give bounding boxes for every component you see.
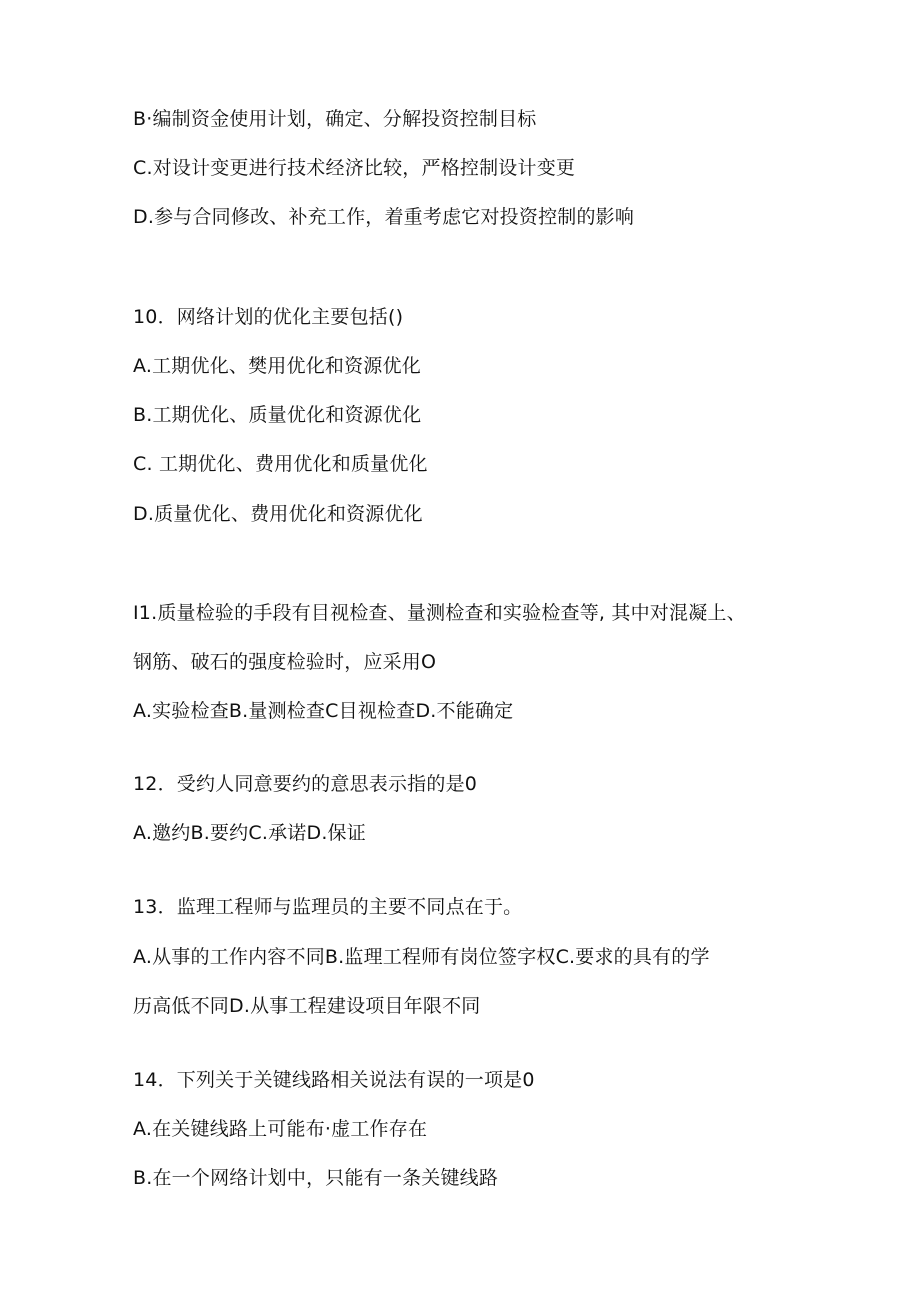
q9-option-b: B·编制资金使用计划，确定、分解投资控制目标 <box>133 108 537 130</box>
q14-option-b: B.在一个网络计划中，只能有一条关键线路 <box>133 1167 499 1189</box>
q13-options: A.从事的工作内容不同B.监理工程师有岗位签字权C.要求的具有的学 <box>133 946 710 968</box>
q9-option-d: D.参与合同修改、补充工作，着重考虑它对投资控制的影响 <box>133 206 635 228</box>
q13-stem: 13．监理工程师与监理员的主要不同点在于。 <box>133 896 523 918</box>
q14-stem: 14．下列关于关键线路相关说法有误的一项是0 <box>133 1069 535 1091</box>
q9-option-c: C.对设计变更进行技术经济比较，严格控制设计变更 <box>133 157 576 179</box>
q10-option-b: B.工期优化、质量优化和资源优化 <box>133 404 422 426</box>
q10-stem: 10．网络计划的优化主要包括() <box>133 306 404 328</box>
q14-option-a: A.在关键线路上可能布·虚工作存在 <box>133 1118 428 1140</box>
q10-option-d: D.质量优化、费用优化和资源优化 <box>133 503 423 525</box>
q10-option-c: C. 工期优化、费用优化和质量优化 <box>133 453 428 475</box>
q11-stem-continued: 钢筋、破石的强度检验时，应采用O <box>133 651 437 673</box>
q10-option-a: A.工期优化、樊用优化和资源优化 <box>133 355 421 377</box>
q11-stem: I1.质量检验的手段有目视检查、量测检查和实验检查等, 其中对混凝上、 <box>133 602 746 624</box>
q11-options: A.实验检查B.量测检查C目视检查D.不能确定 <box>133 700 514 722</box>
q12-options: A.邀约B.要约C.承诺D.保证 <box>133 822 366 844</box>
q13-options-continued: 历高低不同D.从事工程建设项目年限不同 <box>133 995 481 1017</box>
q12-stem: 12．受约人同意要约的意思表示指的是0 <box>133 773 478 795</box>
